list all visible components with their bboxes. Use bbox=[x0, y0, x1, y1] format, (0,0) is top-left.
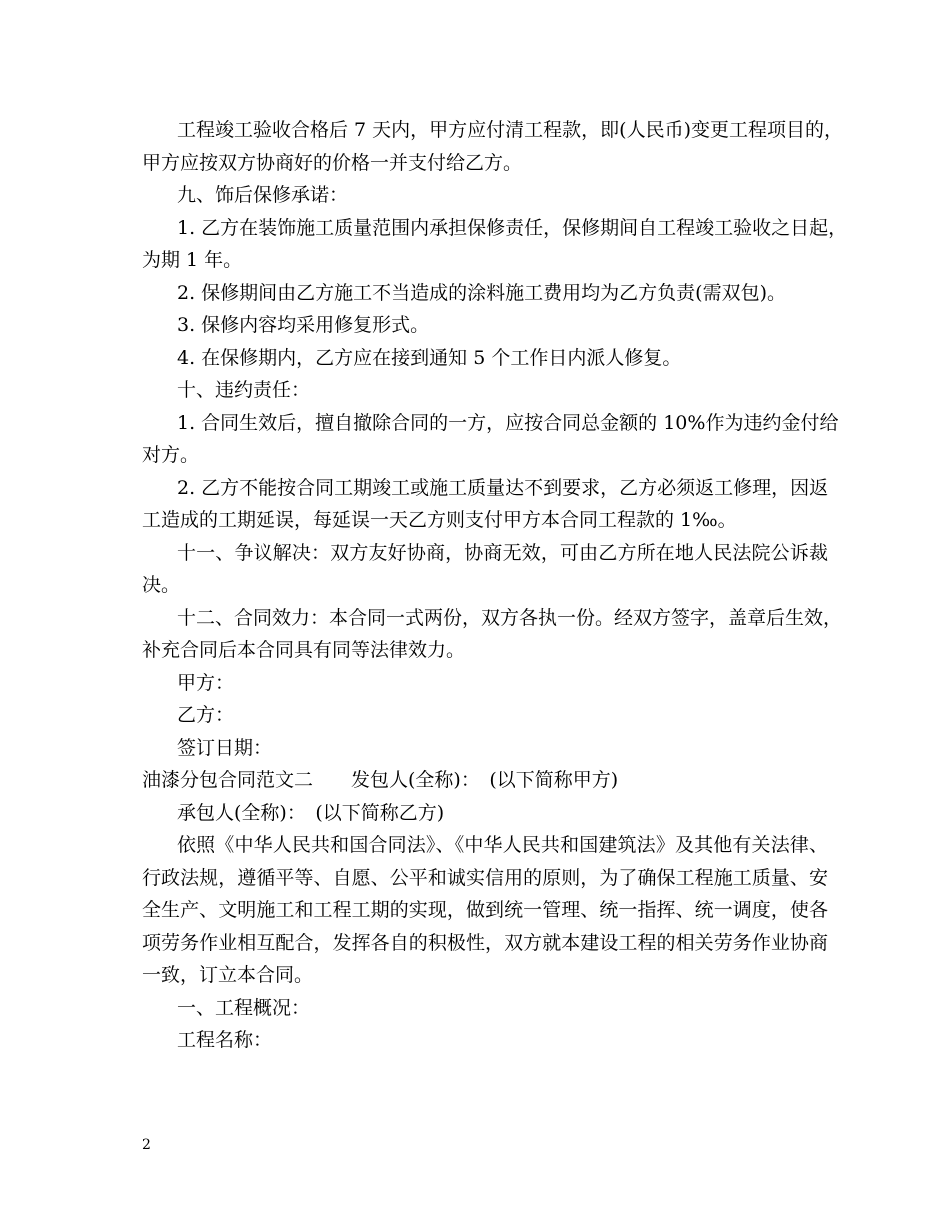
paragraph-line: 1. 合同生效后，擅自撤除合同的一方，应按合同总金额的 10%作为违约金付给 bbox=[177, 412, 839, 434]
paragraph-line: 4. 在保修期内，乙方应在接到通知 5 个工作日内派人修复。 bbox=[177, 347, 682, 369]
paragraph-line: 2. 乙方不能按合同工期竣工或施工质量达不到要求，乙方必须返工修理，因返 bbox=[177, 477, 829, 499]
paragraph-line: 工程竣工验收合格后 7 天内，甲方应付清工程款，即(人民币)变更工程项目的， bbox=[177, 119, 843, 141]
paragraph-line: 十一、争议解决：双方友好协商，协商无效，可由乙方所在地人民法院公诉裁 bbox=[177, 542, 828, 564]
paragraph-line: 项劳务作业相互配合，发挥各自的积极性，双方就本建设工程的相关劳务作业协商 bbox=[142, 932, 828, 954]
paragraph-line: 十二、合同效力：本合同一式两份，双方各执一份。经双方签字，盖章后生效， bbox=[177, 607, 843, 629]
paragraph-line: 一致，订立本合同。 bbox=[142, 964, 314, 986]
paragraph-line: 1. 乙方在装饰施工质量范围内承担保修责任，保修期间自工程竣工验收之日起， bbox=[177, 217, 848, 239]
paragraph-line: 甲方应按双方协商好的价格一并支付给乙方。 bbox=[142, 152, 523, 174]
paragraph-line: 工造成的工期延误，每延误一天乙方则支付甲方本合同工程款的 1‰。 bbox=[142, 509, 737, 531]
paragraph-line: 行政法规，遵循平等、自愿、公平和诚实信用的原则，为了确保工程施工质量、安 bbox=[142, 867, 828, 889]
section-heading: 十、违约责任： bbox=[177, 379, 311, 401]
section-heading: 九、饰后保修承诺： bbox=[177, 184, 349, 206]
paragraph-line: 决。 bbox=[142, 574, 181, 596]
paragraph-line: 对方。 bbox=[142, 444, 200, 466]
paragraph-line: 依照《中华人民共和国合同法》、《中华人民共和国建筑法》及其他有关法律、 bbox=[177, 834, 828, 856]
signature-party-a: 甲方： bbox=[177, 672, 235, 694]
page-number: 2 bbox=[142, 1137, 151, 1153]
paragraph-line: 3. 保修内容均采用修复形式。 bbox=[177, 314, 430, 336]
paragraph-line: 承包人(全称)： (以下简称乙方) bbox=[177, 802, 445, 824]
paragraph-line: 工程名称： bbox=[177, 1029, 273, 1051]
paragraph-line: 为期 1 年。 bbox=[142, 249, 243, 271]
document-title-line: 油漆分包合同范文二 发包人(全称)： (以下简称甲方) bbox=[142, 769, 619, 791]
paragraph-line: 全生产、文明施工和工程工期的实现，做到统一管理、统一指挥、统一调度，使各 bbox=[142, 899, 828, 921]
paragraph-line: 补充合同后本合同具有同等法律效力。 bbox=[142, 639, 466, 661]
signing-date: 签订日期： bbox=[177, 737, 273, 759]
signature-party-b: 乙方： bbox=[177, 704, 235, 726]
paragraph-line: 2. 保修期间由乙方施工不当造成的涂料施工费用均为乙方负责(需双包)。 bbox=[177, 282, 786, 304]
section-heading: 一、工程概况： bbox=[177, 997, 311, 1019]
